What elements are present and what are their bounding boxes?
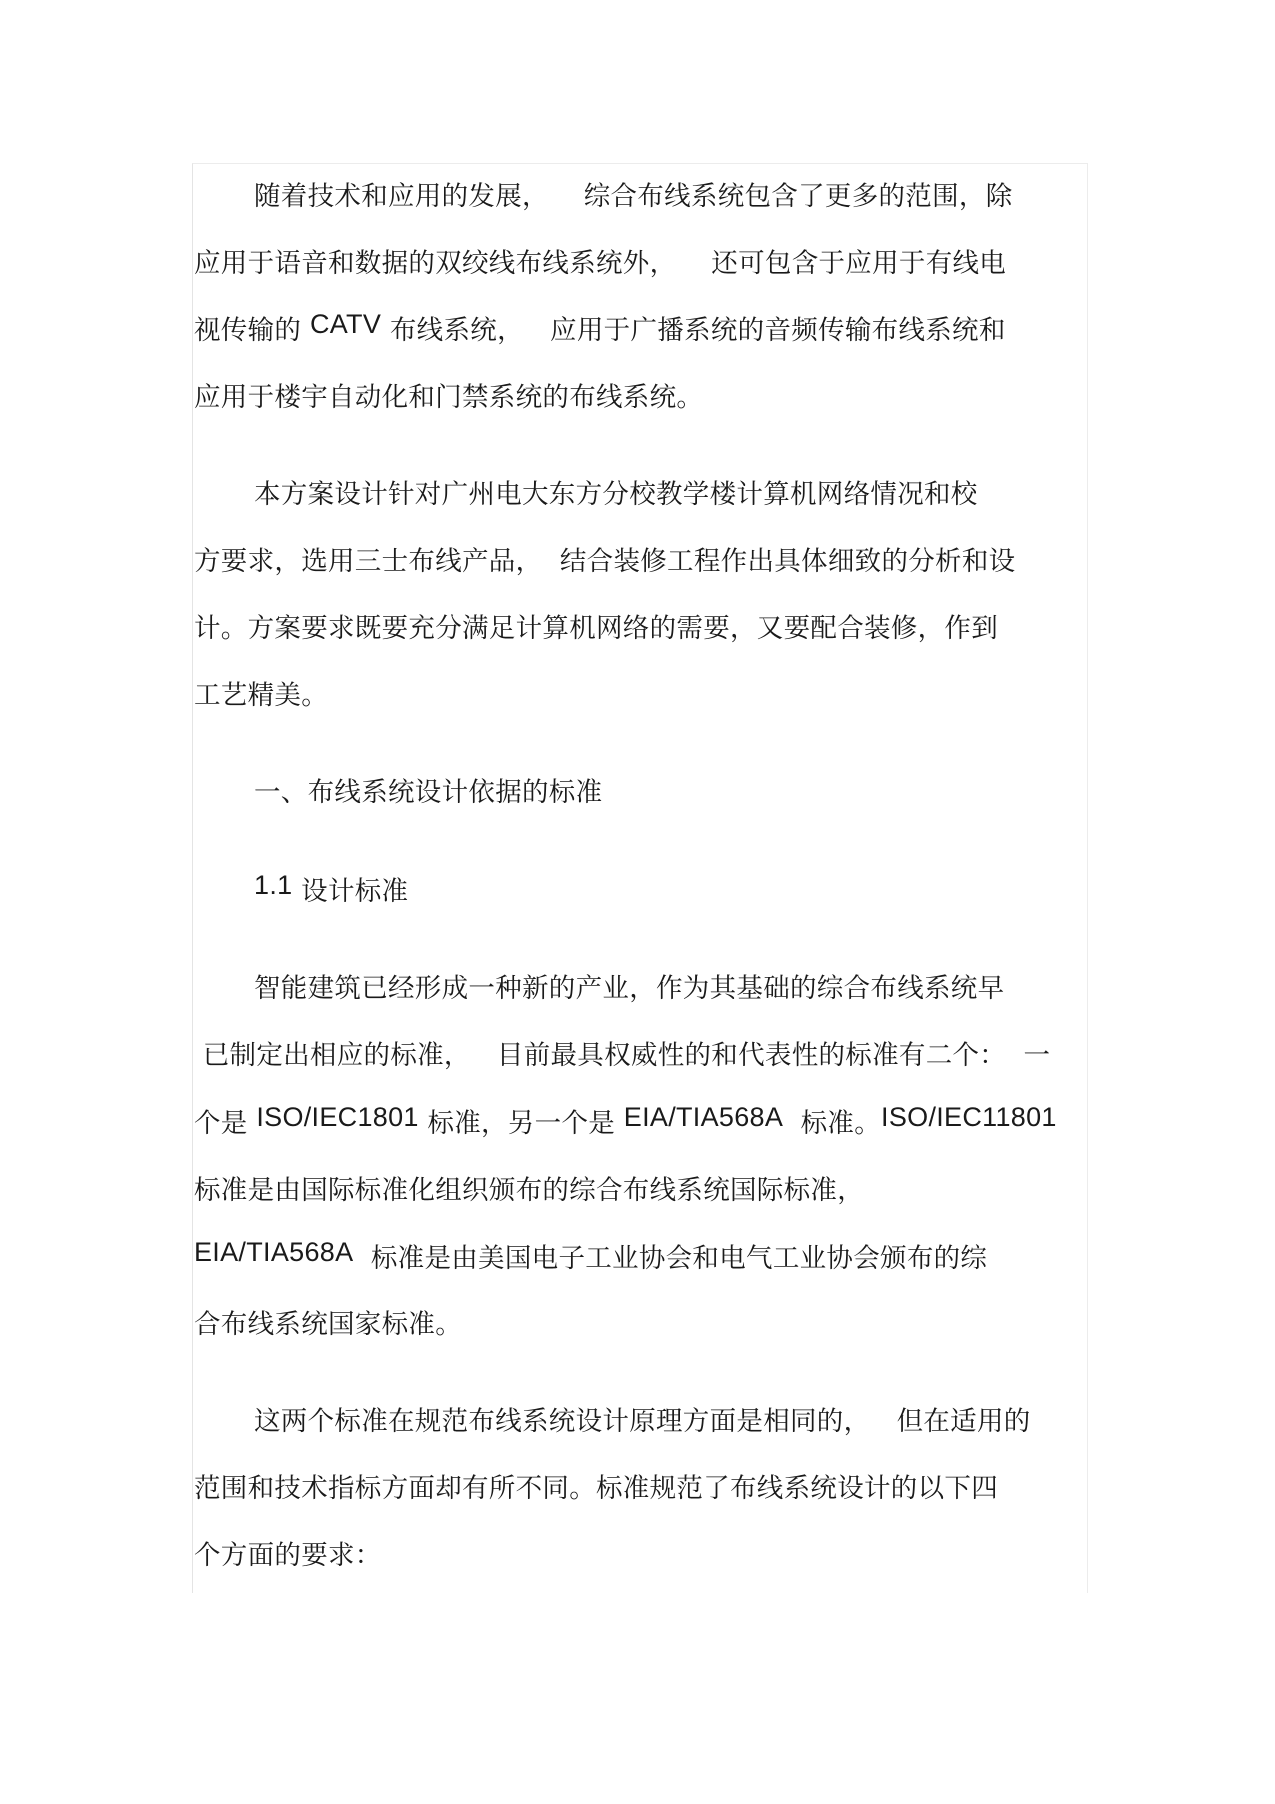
paragraph-4-line-1: 这两个标准在规范布线系统设计原理方面是相同的， 但在适用的 bbox=[254, 1406, 1031, 1437]
paragraph-4-line-2: 范围和技术指标方面却有所不同。标准规范了布线系统设计的以下四 bbox=[194, 1473, 998, 1504]
paragraph-1-line-4: 应用于楼宇自动化和门禁系统的布线系统。 bbox=[194, 382, 704, 413]
paragraph-2-line-4: 工艺精美。 bbox=[194, 680, 328, 711]
paragraph-2-line-1: 本方案设计针对广州电大东方分校教学楼计算机网络情况和校 bbox=[254, 479, 978, 510]
paragraph-3-line-6: 合布线系统国家标准。 bbox=[194, 1309, 462, 1340]
section-heading: 一、布线系统设计依据的标准 bbox=[254, 777, 603, 808]
paragraph-2-line-3: 计。方案要求既要充分满足计算机网络的需要，又要配合装修，作到 bbox=[194, 613, 998, 644]
paragraph-3-line-2: 已制定出相应的标准， 目前最具权威性的和代表性的标准有二个： 一 bbox=[194, 1040, 1051, 1071]
paragraph-4-line-3: 个方面的要求： bbox=[194, 1540, 382, 1571]
paragraph-3-line-4: 标准是由国际标准化组织颁布的综合布线系统国际标准， bbox=[194, 1175, 864, 1206]
paragraph-1-line-2: 应用于语音和数据的双绞线布线系统外， 还可包含于应用于有线电 bbox=[194, 248, 1007, 279]
paragraph-3-line-3: 个是 ISO/IEC1801 标准，另一个是 EIA/TIA568A 标准。ISO/IEC11801 bbox=[194, 1102, 1057, 1139]
paragraph-1-line-1: 随着技术和应用的发展， 综合布线系统包含了更多的范围，除 bbox=[254, 181, 1013, 212]
subsection-heading: 1.1 设计标准 bbox=[254, 870, 409, 907]
paragraph-3-line-1: 智能建筑已经形成一种新的产业，作为其基础的综合布线系统早 bbox=[254, 973, 1005, 1004]
paragraph-1-line-3: 视传输的 CATV 布线系统， 应用于广播系统的音频传输布线系统和 bbox=[194, 309, 1006, 346]
paragraph-3-line-5: EIA/TIA568A 标准是由美国电子工业协会和电气工业协会颁布的综 bbox=[194, 1237, 988, 1274]
paragraph-2-line-2: 方要求，选用三士布线产品， 结合装修工程作出具体细致的分析和设 bbox=[194, 546, 1016, 577]
